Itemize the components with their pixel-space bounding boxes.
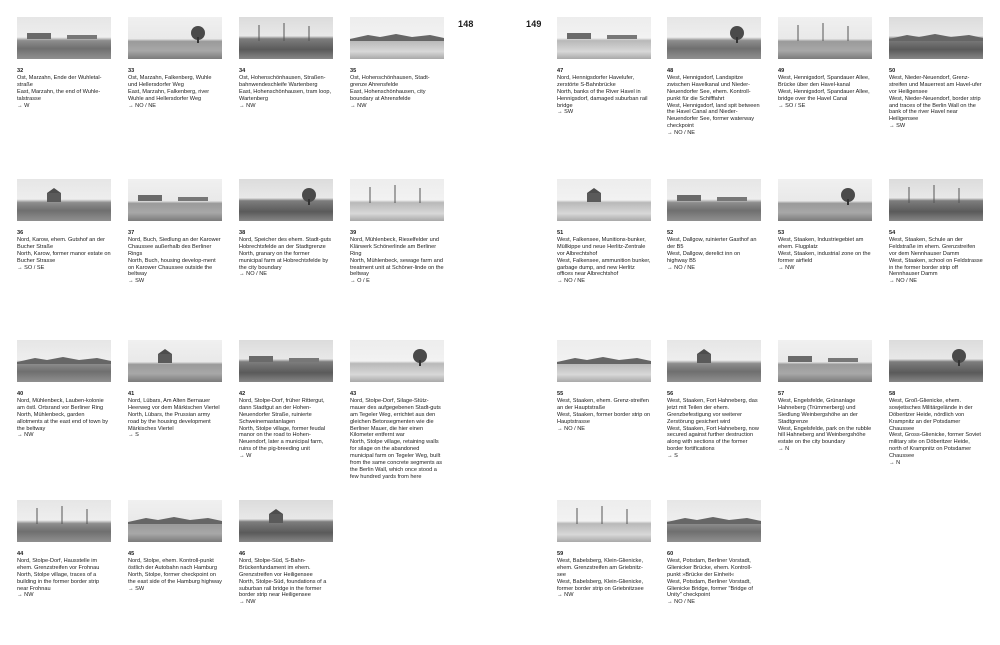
landscape-photo [667, 340, 761, 382]
caption-number: 60 [667, 551, 674, 557]
caption-english: East, Hohenschönhausen, city boundary at Ahrensfelde [350, 88, 426, 102]
caption-direction: → NW [17, 432, 34, 439]
caption-german: West, Groß-Glienicke, ehem. sowjetisches Militärgelände in der Döberitzer Heide, nördlich von Krampnitz an der Potsdamer Chaussee [889, 397, 973, 432]
caption-german: West, Hennigsdorf, Spandauer Allee, Brücke über den Havel-kanal [778, 74, 870, 88]
caption-german: Nord, Stolpe-Dorf, Silage-Stütz-mauer des aufgegebenen Stadt-guts am Tegeler Weg, errichtet aus den gleichen Betonsegmenten wie die Berliner Mauer, die hier einen Kilometer entfernt war [350, 397, 441, 439]
caption-english: North, Stolpe village, traces of a building in the former border strip near Frohnau [17, 571, 100, 592]
caption-number: 54 [889, 230, 896, 236]
photo-entry [557, 340, 651, 432]
photo-entry [128, 340, 222, 439]
caption-german: West, Falkensee, Munitions-bunker, Müllkippe und neue Herlitz-Zentrale vor Albrechtshof [557, 236, 646, 257]
caption-number: 56 [667, 391, 674, 397]
landscape-photo [889, 340, 983, 382]
photo-caption [239, 551, 333, 606]
photo-caption [128, 230, 222, 285]
landscape-photo [778, 17, 872, 59]
photo-caption [778, 391, 872, 453]
photo-caption [557, 68, 651, 116]
caption-direction: → NW [778, 264, 795, 271]
caption-german: Nord, Lübars, Am Alten Bernauer Heerweg vor dem Märkischen Viertel [128, 397, 220, 411]
photo-entry [17, 340, 111, 439]
caption-english: West, Engelsfelde, park on the rubble hill Hahneberg and Weinbergshöhe estate on the city boundary [778, 425, 872, 446]
caption-direction: → NW [350, 102, 367, 109]
caption-english: West, Hennigsdorf, Spandauer Allee, bridge over the Havel Canal [778, 88, 870, 102]
caption-number: 41 [128, 391, 135, 397]
caption-german: Nord, Mühlenbeck, Lauben-kolonie am östl. Ortsrand vor Berliner Ring [17, 397, 104, 411]
caption-number: 50 [889, 68, 896, 74]
caption-english: North, Stolpe village, retaining walls for silage on the abandoned municipal farm on Tegeler Weg, built from the same concrete segments as the Berlin Wall, which once stood a few hundred yards from here [350, 439, 443, 480]
photo-caption [17, 230, 111, 271]
photo-caption [557, 230, 651, 285]
photo-entry [350, 340, 444, 481]
landscape-photo [667, 500, 761, 542]
caption-number: 34 [239, 68, 246, 74]
photo-entry [778, 340, 872, 453]
landscape-photo [350, 17, 444, 59]
caption-number: 55 [557, 391, 564, 397]
photo-caption [350, 391, 444, 481]
photo-entry [557, 17, 651, 116]
caption-direction: → NO / NE [889, 278, 917, 285]
caption-german: Nord, Buch, Siedlung an der Karower Chaussee außerhalb des Berliner Rings [128, 236, 221, 257]
landscape-photo [350, 340, 444, 382]
caption-english: West, Dallgow, derelict inn on highway B5 [667, 250, 741, 264]
caption-english: West, Nieder-Neuendorf, border strip and traces of the Berlin Wall on the bank of the river Havel near Heiligensee [889, 95, 981, 123]
caption-number: 52 [667, 230, 674, 236]
landscape-photo [239, 17, 333, 59]
landscape-photo [667, 17, 761, 59]
caption-number: 51 [557, 230, 564, 236]
caption-english: East, Marzahn, the end of Wuhle-talstrasse [17, 88, 101, 102]
photo-caption [557, 391, 651, 432]
caption-english: West, Staaken, industrial zone on the former airfield [778, 250, 871, 264]
caption-english: West, Hennigsdorf, land spit between the Havel Canal and Nieder-Neuendorfer See, former waterway checkpoint [667, 102, 760, 130]
landscape-photo [889, 17, 983, 59]
caption-direction: → NO / NE [239, 271, 267, 278]
photo-entry [557, 179, 651, 285]
photo-entry [889, 17, 983, 130]
caption-number: 43 [350, 391, 357, 397]
caption-direction: → SO / SE [17, 264, 45, 271]
caption-german: West, Dallgow, ruinierter Gasthof an der B5 [667, 236, 757, 250]
photo-caption [667, 391, 761, 460]
caption-number: 33 [128, 68, 135, 74]
photo-entry [239, 17, 333, 109]
caption-english: North, Stolpe-Süd, foundations of a suburban rail bridge in the former border strip near Heiligensee [239, 578, 327, 599]
caption-number: 32 [17, 68, 24, 74]
caption-english: West, Gross-Glienicke, former Soviet military site on Döberitzer Heide, north of Krampnitz on Potsdamer Chaussee [889, 432, 981, 460]
photo-entry [239, 500, 333, 606]
landscape-photo [239, 500, 333, 542]
photo-caption [667, 68, 761, 137]
photo-entry [778, 179, 872, 271]
caption-german: West, Nieder-Neuendorf, Grenz-streifen und Mauerrest am Havel-ufer vor Heiligensee [889, 74, 982, 95]
caption-number: 47 [557, 68, 564, 74]
caption-number: 58 [889, 391, 896, 397]
caption-direction: → W [17, 102, 30, 109]
landscape-photo [17, 17, 111, 59]
photo-caption [350, 230, 444, 285]
landscape-photo [128, 340, 222, 382]
caption-english: North, Mühlenbeck, sewage farm and treatment unit at Schöner-linde on the beltway [350, 257, 444, 278]
caption-german: Nord, Mühlenbeck, Rieselfelder und Klärwerk Schönerlinde am Berliner Ring [350, 236, 439, 257]
photo-entry [778, 17, 872, 109]
landscape-photo [557, 179, 651, 221]
photo-caption [778, 230, 872, 271]
photo-caption [350, 68, 444, 109]
caption-english: North, Lübars, the Prussian army road by the housing development Märkisches Viertel [128, 411, 211, 432]
caption-number: 45 [128, 551, 135, 557]
landscape-photo [17, 500, 111, 542]
caption-direction: → NO / NE [128, 102, 156, 109]
photo-caption [557, 551, 651, 599]
caption-direction: → NO / NE [557, 278, 585, 285]
caption-german: West, Staaken, Schule an der Feldstraße im ehem. Grenzstreifen vor dem Nennhauser Damm [889, 236, 976, 257]
photo-entry [239, 340, 333, 460]
caption-english: East, Hohenschönhausen, tram loop, Wartenberg [239, 88, 332, 102]
caption-german: West, Babelsberg, Klein-Glienicke, ehem. Grenzstreifen am Griebnitz-see [557, 557, 644, 578]
caption-direction: → NW [239, 599, 256, 606]
photo-entry [350, 17, 444, 109]
caption-english: West, Falkensee, ammunition bunker, garbage dump, and new Herlitz offices near Albrechtshof [557, 257, 651, 278]
photo-caption [889, 68, 983, 130]
landscape-photo [128, 17, 222, 59]
photo-caption [239, 230, 333, 278]
caption-number: 42 [239, 391, 246, 397]
caption-direction: → NW [239, 102, 256, 109]
caption-german: West, Staaken, Fort Hahneberg, das jetzt mit Teilen der ehem. Grenzbefestigung vor weiterer Zerstörung gesichert wird [667, 397, 758, 425]
caption-english: West, Potsdam, Berliner Vorstadt, Glienicke Bridge, former "Bridge of Unity" checkpoint [667, 578, 753, 599]
photo-entry [667, 340, 761, 460]
caption-number: 40 [17, 391, 24, 397]
caption-german: Nord, Stolpe-Dorf, Hausstelle im ehem. Grenzstreifen vor Frohnau [17, 557, 100, 571]
photo-caption [17, 551, 111, 599]
landscape-photo [239, 179, 333, 221]
caption-number: 57 [778, 391, 785, 397]
caption-german: West, Hennigsdorf, Landspitze zwischen Havelkanal und Nieder-Neuendorfer See, ehem. Kontroll-punkt für die Schifffahrt [667, 74, 751, 102]
photo-entry [17, 179, 111, 271]
caption-number: 36 [17, 230, 24, 236]
photo-caption [889, 391, 983, 467]
caption-english: North, Karow, former manor estate on Bucher Strasse [17, 250, 111, 264]
landscape-photo [128, 179, 222, 221]
caption-direction: → SW [128, 585, 145, 592]
caption-german: Ost, Hohenschönhausen, Stadt-grenze Ahrensfelde [350, 74, 430, 88]
caption-german: Nord, Stolpe-Dorf, früher Rittergut, dann Stadtgut an der Hohen-Neuendorfer Straße, ruinierte Schweinemastanlagen [239, 397, 325, 425]
photo-caption [17, 68, 111, 109]
caption-direction: → S [128, 432, 139, 439]
caption-direction: → N [778, 446, 790, 453]
caption-english: North, banks of the River Havel in Hennigsdorf, damaged suburban rail bridge [557, 88, 648, 109]
caption-direction: → SW [128, 278, 145, 285]
caption-german: Ost, Marzahn, Ende der Wuhletal-straße [17, 74, 102, 88]
caption-direction: → W [239, 453, 252, 460]
photo-caption [667, 551, 761, 606]
caption-direction: → NW [557, 592, 574, 599]
caption-direction: → SO / SE [778, 102, 806, 109]
caption-direction: → NO / NE [667, 599, 695, 606]
caption-number: 46 [239, 551, 246, 557]
caption-german: West, Engelsfelde, Grünanlage Hahneberg (Trümmerberg) und Siedlung Weinbergshöhe an der Stadtgrenze [778, 397, 858, 425]
photo-entry [128, 179, 222, 285]
caption-german: West, Staaken, ehem. Grenz-streifen an der Hauptstraße [557, 397, 649, 411]
caption-direction: → NO / NE [667, 264, 695, 271]
caption-english: North, granary on the former municipal farm at Hobrechtsfelde by the city boundary [239, 250, 329, 271]
landscape-photo [557, 500, 651, 542]
landscape-photo [557, 340, 651, 382]
photo-caption [667, 230, 761, 271]
photo-caption [128, 391, 222, 439]
photo-entry [350, 179, 444, 285]
landscape-photo [889, 179, 983, 221]
caption-direction: → N [889, 460, 901, 467]
photo-entry [667, 179, 761, 271]
landscape-photo [239, 340, 333, 382]
photo-caption [17, 391, 111, 439]
caption-number: 44 [17, 551, 24, 557]
photo-entry [17, 500, 111, 599]
caption-german: Nord, Karow, ehem. Gutshof an der Bucher Straße [17, 236, 105, 250]
caption-number: 39 [350, 230, 357, 236]
caption-direction: → NW [17, 592, 34, 599]
caption-german: Nord, Stolpe, ehem. Kontroll-punkt östlich der Autobahn nach Hamburg [128, 557, 217, 571]
landscape-photo [17, 340, 111, 382]
caption-number: 53 [778, 230, 785, 236]
page-number-left: 148 [458, 19, 474, 29]
caption-direction: → NO / NE [557, 425, 585, 432]
caption-english: West, Staaken, former border strip on Hauptstrasse [557, 411, 651, 425]
caption-direction: → S [667, 453, 678, 460]
landscape-photo [778, 340, 872, 382]
caption-direction: → SW [557, 109, 574, 116]
photo-entry [128, 500, 222, 592]
caption-number: 59 [557, 551, 564, 557]
photo-caption [239, 391, 333, 460]
page-number-right: 149 [526, 19, 542, 29]
caption-english: West, Babelsberg, Klein-Glienicke, former border strip on Griebnitzsee [557, 578, 644, 592]
caption-direction: → SW [889, 123, 906, 130]
landscape-photo [17, 179, 111, 221]
caption-german: Nord, Stolpe-Süd, S-Bahn-Brückenfundament im ehem. Grenzstreifen vor Heiligensee [239, 557, 313, 578]
caption-english: West, Staaken, Fort Hahneberg, now secured against further destruction along with sections of the former border fortifications [667, 425, 759, 453]
caption-german: West, Staaken, Industriegebiet am ehem. Flugplatz [778, 236, 864, 250]
photo-entry [17, 17, 111, 109]
photo-caption [778, 68, 872, 109]
landscape-photo [557, 17, 651, 59]
landscape-photo [667, 179, 761, 221]
caption-english: West, Staaken, school on Feldstrasse in the former border strip off Nennhauser Damm [889, 257, 983, 278]
photo-caption [128, 68, 222, 109]
photo-entry [667, 500, 761, 606]
photo-entry [557, 500, 651, 599]
caption-direction: → O / E [350, 278, 370, 285]
landscape-photo [350, 179, 444, 221]
caption-english: North, Buch, housing develop-ment on Karower Chaussee outside the beltway [128, 257, 216, 278]
photo-entry [889, 340, 983, 467]
photo-caption [889, 230, 983, 285]
caption-english: North, Stolpe, former checkpoint on the east side of the Hamburg highway [128, 571, 222, 585]
photo-caption [239, 68, 333, 109]
photo-entry [889, 179, 983, 285]
photo-caption [128, 551, 222, 592]
photo-entry [667, 17, 761, 137]
landscape-photo [128, 500, 222, 542]
caption-english: North, Stolpe village, former feudal manor on the road to Hohen-Neuendorf, later a municipal farm, ruins of the pig-breeding unit [239, 425, 326, 453]
caption-german: Ost, Hohenschönhausen, Straßen-bahnwendeschleife Wartenberg [239, 74, 326, 88]
landscape-photo [778, 179, 872, 221]
caption-german: Nord, Hennigsdorfer Havelufer, zerstörte S-Bahnbrücke [557, 74, 635, 88]
caption-number: 48 [667, 68, 674, 74]
photo-entry [239, 179, 333, 278]
caption-number: 35 [350, 68, 357, 74]
caption-english: North, Mühlenbeck, garden allotments at the east end of town by the beltway [17, 411, 109, 432]
caption-german: West, Potsdam, Berliner Vorstadt, Glienicker Brücke, ehem. Kontroll-punkt »Brücke der Einheit« [667, 557, 752, 578]
caption-number: 38 [239, 230, 246, 236]
caption-direction: → NO / NE [667, 130, 695, 137]
photo-entry [128, 17, 222, 109]
caption-number: 49 [778, 68, 785, 74]
caption-english: East, Marzahn, Falkenberg, river Wuhle and Hellersdorfer Weg [128, 88, 210, 102]
caption-number: 37 [128, 230, 135, 236]
caption-german: Ost, Marzahn, Falkenberg, Wuhle und Hellersdorfer Weg [128, 74, 212, 88]
caption-german: Nord, Speicher des ehem. Stadt-guts Hobrechtsfelde an der Stadtgrenze [239, 236, 332, 250]
